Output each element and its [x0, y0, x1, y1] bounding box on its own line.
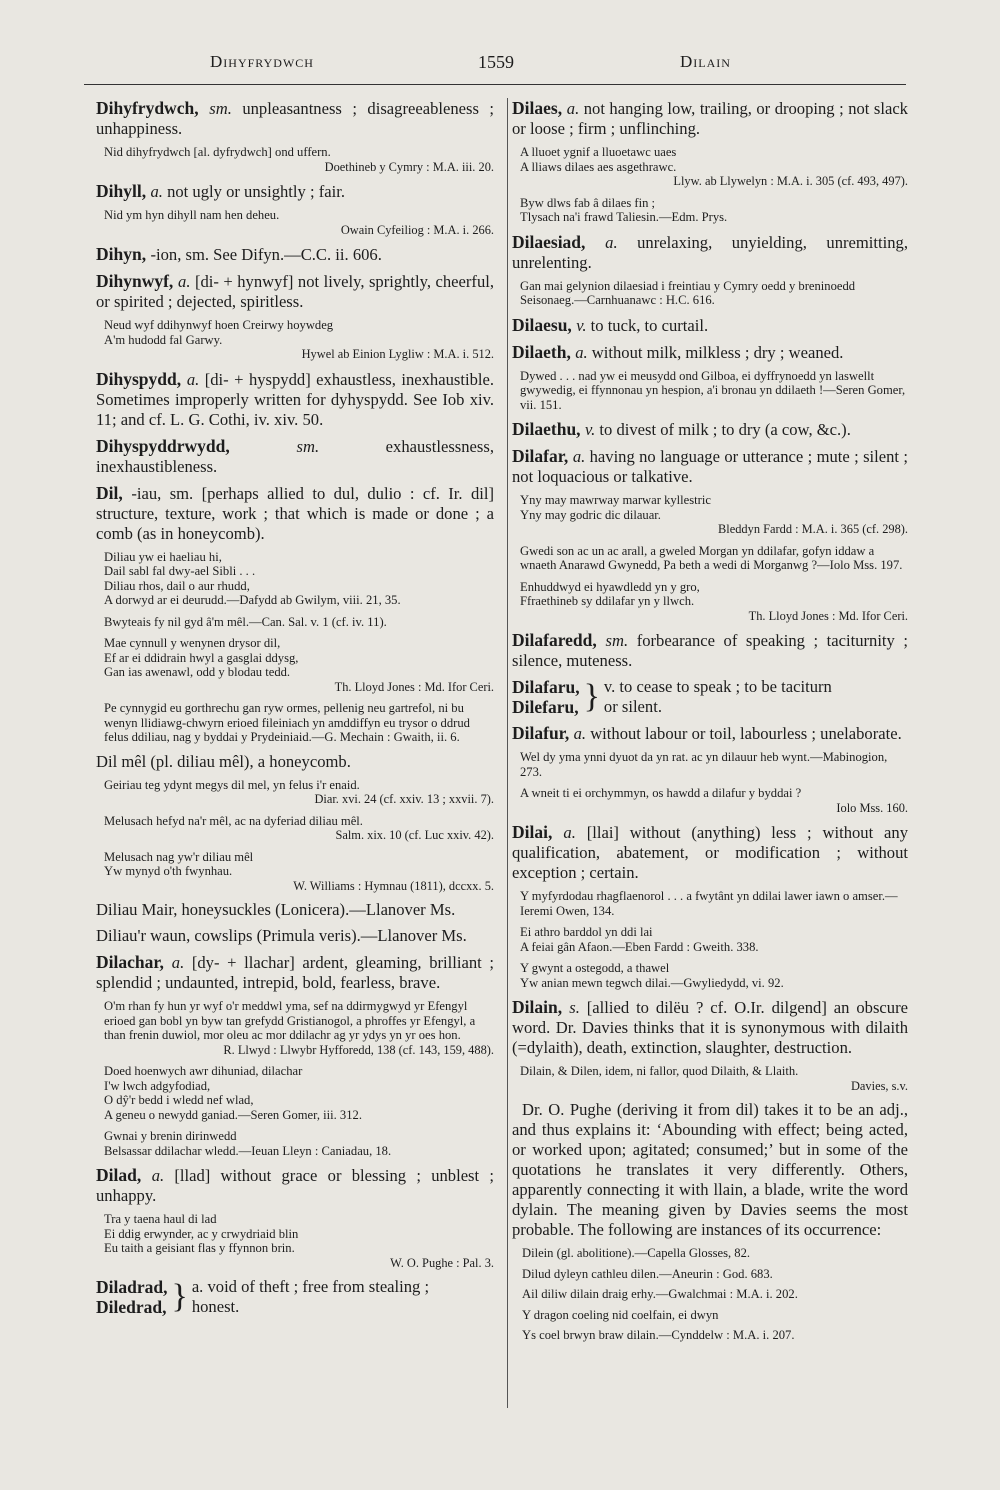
part-of-speech: a. — [563, 823, 576, 842]
quotation-line: Yny may mawrway marwar kyllestric — [520, 493, 711, 507]
quotation — [520, 196, 908, 225]
quotation-line: Dail sabl fal dwy-ael Sibli . . . — [104, 564, 256, 578]
part-of-speech: sm. — [605, 631, 629, 650]
running-header — [0, 52, 1000, 82]
dictionary-entry — [96, 181, 494, 202]
headword: Dil, — [96, 482, 132, 503]
definition-line: or silent. — [603, 697, 662, 716]
quotation — [520, 279, 908, 308]
quotation — [104, 318, 494, 362]
quotation-line: Eu taith a geisiant flas y ffynnon brin. — [104, 1241, 295, 1255]
quotation-source: Th. Lloyd Jones : Md. Ifor Ceri. — [748, 608, 908, 623]
quotation-source: Owain Cyfeiliog : M.A. i. 266. — [340, 222, 494, 237]
quotation-line: Gwnai y brenin dirinwedd — [104, 1129, 237, 1143]
definition: unpleasantness ; disagreeableness ; unhappiness. — [96, 99, 494, 138]
dictionary-entry — [96, 244, 494, 265]
dictionary-entry — [96, 1165, 494, 1206]
quotation-source: Hywel ab Einion Lygliw : M.A. i. 512. — [301, 347, 494, 361]
definition: to divest of milk ; to dry (a cow, &c.). — [595, 420, 851, 439]
quotation-line: A lluoet ygnif a lluoetawc uaes — [520, 145, 677, 159]
quotation-line: Byw dlws fab â dilaes fin ; — [520, 195, 656, 210]
dictionary-entry — [96, 483, 494, 544]
headword: Dilain, — [512, 997, 570, 1017]
headword: Dilefaru, — [512, 697, 579, 717]
quotation-line: Gan mai gelynion dilaesiad i freintiau y Cymry oedd y breninoedd Seisonaeg.—Carnhuanawc : H.C. 616. — [520, 278, 856, 307]
headword: Dihynwyf, — [96, 271, 179, 291]
headword: Dilafur, — [512, 723, 574, 743]
headword: Dihyspydd, — [96, 368, 187, 389]
quotation-line: Melusach hefyd na'r mêl, ac na dyferiad diliau mêl. — [104, 813, 363, 828]
dictionary-entry — [512, 723, 908, 744]
part-of-speech: a. — [575, 342, 588, 362]
header-right-word: Dilain — [680, 52, 731, 71]
paired-definition — [192, 1277, 429, 1317]
quotation-line: Pe cynnygid eu gorthrechu gan ryw ormes, pellenig neu gartrefol, ni bu wenyn llidiawg-chwyrn erioed fileiniach yn amddiffyn eu trysor o ddrud felus ddiliau, nag y byddai y Prydeiniaid.—G. Mechain : Gwaith, ii. 6. — [104, 701, 470, 744]
quotation — [104, 999, 494, 1057]
dictionary-entry — [96, 98, 494, 139]
right-column — [512, 98, 908, 1349]
quotation-source: Bleddyn Fardd : M.A. i. 365 (cf. 298). — [718, 522, 908, 536]
definition-line: honest. — [191, 1297, 240, 1316]
dictionary-entry — [96, 752, 494, 772]
definition: to tuck, to curtail. — [586, 315, 709, 335]
header-rule — [84, 84, 906, 85]
dictionary-entry — [96, 369, 494, 430]
quotation-line: Ei athro barddol yn ddi lai — [520, 925, 653, 939]
quotation-line: O dŷ'r bedd i wledd nef wlad, — [104, 1093, 254, 1107]
part-of-speech: a. — [151, 1166, 165, 1185]
quotation — [520, 145, 908, 189]
dictionary-entry — [512, 342, 908, 363]
dictionary-entry — [512, 98, 908, 139]
citation: Y dragon coeling nid coelfain, ei dwyn — [522, 1307, 719, 1322]
quotation-line: O'm rhan fy hun yr wyf o'r meddwl yma, sef na ddirmygwyd yr Efengyl erioed gan bobl yn byw tan grefydd Gristianogol, a phroffes yr Efengyl, a than frenin duwiol, mor oleu ac mor ddilachr ag yr ydys yn yr oes hon. — [104, 999, 476, 1042]
column-divider — [507, 98, 508, 1408]
definition: without labour or toil, labourless ; unelaborate. — [586, 724, 902, 743]
quotation-source: W. Williams : Hymnau (1811), dccxx. 5. — [293, 878, 494, 893]
definition: [llad] without grace or blessing ; unblest ; unhappy. — [96, 1166, 494, 1205]
part-of-speech: a. — [186, 369, 200, 389]
quotation — [104, 1064, 494, 1122]
part-of-speech: s. — [569, 998, 580, 1017]
definition: Diliau'r waun, cowslips (Primula veris).—Llanover Ms. — [96, 926, 467, 945]
brace: } — [171, 1278, 188, 1315]
part-of-speech: sm. — [209, 99, 232, 118]
quotation — [104, 850, 494, 894]
page-number: 1559 — [478, 52, 514, 72]
headword: Dilaes, — [512, 98, 567, 118]
quotation — [520, 889, 908, 918]
quotation — [104, 1129, 494, 1158]
headword: Dihyn, — [96, 244, 151, 264]
quotation — [104, 550, 494, 608]
quotation-line: Wel dy yma ynni dyuot da yn rat. ac yn dilauur heb wynt.—Mabinogion, 273. — [520, 750, 888, 779]
definition: having no language or utterance ; mute ; silent ; not loquacious or talkative. — [512, 447, 909, 486]
quotation — [104, 778, 494, 807]
quotation — [104, 701, 494, 745]
headword: Dilaeth, — [512, 341, 576, 362]
definition-line: v. to cease to speak ; to be taciturn — [603, 677, 832, 696]
headword: Dilad, — [96, 1165, 152, 1185]
dictionary-entry — [512, 630, 908, 671]
quotation-line: Belsassar ddilachar wledd.—Ieuan Lleyn : Caniadau, 18. — [104, 1143, 392, 1158]
part-of-speech: v. — [584, 420, 596, 439]
part-of-speech: a. — [572, 447, 586, 466]
headword: Dilafaredd, — [512, 630, 606, 650]
quotation — [104, 615, 494, 630]
definition: [allied to dilëu ? cf. O.Ir. dilgend] an obscure word. Dr. Davies thinks that it is synonymous with dilaith (=dylaith), death, extinction, slaughter, destruction. — [512, 998, 908, 1057]
part-of-speech: a. — [178, 272, 191, 291]
quotation-line: Tlysach na'i frawd Taliesin.—Edm. Prys. — [520, 210, 728, 224]
quotation — [104, 145, 494, 174]
quotation-line: Bwyteais fy nil gyd â'm mêl.—Can. Sal. v. 1 (cf. iv. 11). — [104, 614, 387, 629]
dictionary-entry — [512, 446, 908, 487]
quotation-line: Ei ddig erwynder, ac y crwydriaid blin — [104, 1226, 299, 1241]
quotation — [104, 814, 494, 843]
quotation-line: Nid dihyfrydwch [al. dyfrydwch] ond uffern. — [104, 145, 331, 159]
part-of-speech: v. — [576, 315, 587, 335]
quotation-line: Tra y taena haul di lad — [104, 1212, 217, 1226]
quotation-line: A dorwyd ar ei deurudd.—Dafydd ab Gwilym, viii. 21, 35. — [104, 593, 401, 607]
headword: Dilaethu, — [512, 419, 585, 439]
quotation-line: Diliau rhos, dail o aur rhudd, — [104, 578, 250, 593]
headword: Diladrad, — [96, 1277, 168, 1297]
definition: Diliau Mair, honeysuckles (Lonicera).—Llanover Ms. — [96, 900, 456, 919]
dictionary-entry — [512, 822, 908, 883]
paired-headword-entry — [96, 1277, 494, 1317]
definition: exhaustlessness, inexhaustibleness. — [96, 436, 494, 476]
quotation — [520, 925, 908, 954]
quotation-line: Ffraethineb sy ddilafar yn y llwch. — [520, 594, 695, 608]
quotation-source: Iolo Mss. 160. — [836, 800, 908, 815]
dictionary-entry — [512, 419, 908, 440]
dictionary-entry — [96, 952, 494, 993]
quotation — [104, 636, 494, 694]
part-of-speech: a. — [566, 99, 580, 118]
quotation-line: Diliau yw ei haeliau hi, — [104, 549, 222, 564]
quotation — [520, 493, 908, 537]
part-of-speech: a. — [171, 953, 185, 972]
headword: Dilai, — [512, 822, 564, 842]
citation: Dilud dyleyn cathleu dilen.—Aneurin : God. 683. — [522, 1266, 773, 1281]
definition: -iau, sm. [perhaps allied to dul, dulio : cf. Ir. dil] structure, texture, work ; that which is made or done ; a comb (as in honeycomb). — [96, 483, 494, 543]
quotation — [104, 208, 494, 237]
definition-line: a. void of theft ; free from stealing ; — [191, 1277, 430, 1296]
quotation-source: Salm. xix. 10 (cf. Luc xxiv. 42). — [335, 828, 494, 842]
dictionary-entry — [96, 926, 494, 946]
part-of-speech: a. — [605, 232, 618, 252]
quotation-line: Nid ym hyn dihyll nam hen deheu. — [104, 208, 280, 222]
quotation-line: A geneu o newydd ganiad.—Seren Gomer, iii. 312. — [104, 1107, 362, 1122]
dictionary-entry — [512, 232, 908, 273]
quotation-source: Th. Lloyd Jones : Md. Ifor Ceri. — [334, 679, 494, 694]
dictionary-entry — [96, 271, 494, 312]
definition: [llai] without (anything) less ; without any qualification, abatement, or modification ; without exception ; certain. — [512, 823, 908, 882]
quotation — [520, 1064, 908, 1093]
quotation-line: Melusach nag yw'r diliau mêl — [104, 849, 254, 864]
headword: Dilaesu, — [512, 314, 577, 335]
headword: Dilaesiad, — [512, 231, 606, 252]
paired-definition — [604, 677, 832, 717]
quotation — [520, 786, 908, 815]
quotation-line: Neud wyf ddihynwyf hoen Creirwy hoywdeg — [104, 318, 334, 332]
headword: Diledrad, — [96, 1297, 167, 1317]
quotation-source: Davies, s.v. — [850, 1078, 908, 1093]
part-of-speech: sm. — [296, 436, 320, 456]
paired-headwords — [96, 1277, 167, 1317]
quotation-line: Y gwynt a ostegodd, a thawel — [520, 961, 670, 975]
dictionary-entry — [96, 900, 494, 920]
quotation-line: A wneit ti ei orchymmyn, os hawdd a dilafur y byddai ? — [520, 786, 802, 800]
citation: Ys coel brwyn braw dilain.—Cynddelw : M.A. i. 207. — [522, 1328, 795, 1342]
quotation-line: Dywed . . . nad yw ei meusydd ond Gilboa, ei dyffrynoedd yn laswellt gwywedig, ei ffynnonau yn hespion, a'i bronau yn ddilaeth !—Seren Gomer, vii. 151. — [520, 368, 906, 412]
quotation — [520, 544, 908, 573]
definition: not hanging low, trailing, or drooping ; not slack or loose ; firm ; unflinching. — [512, 99, 908, 138]
definition: unrelaxing, unyielding, unremitting, unrelenting. — [512, 232, 908, 272]
definition: not ugly or unsightly ; fair. — [162, 182, 345, 201]
definition: without milk, milkless ; dry ; weaned. — [587, 342, 844, 362]
citation: Dilein (gl. abolitione).—Capella Glosses, 82. — [522, 1246, 751, 1260]
quotation-line: Yw mynyd o'th fwynhau. — [104, 864, 233, 878]
part-of-speech: a. — [573, 724, 587, 743]
dictionary-entry — [512, 997, 908, 1058]
citation: Ail diliw dilain draig erhy.—Gwalchmai : M.A. i. 202. — [522, 1287, 798, 1301]
quotation-line: Doed hoenwych awr dihuniad, dilachar — [104, 1064, 303, 1078]
paired-headword-entry — [512, 677, 908, 717]
quotation — [520, 750, 908, 779]
headword: Dihyfrydwch, — [96, 98, 210, 118]
quotation-source: Doethineb y Cymry : M.A. iii. 20. — [324, 159, 494, 174]
quotation-source: R. Llwyd : Llwybr Hyfforedd, 138 (cf. 143, 159, 488). — [223, 1042, 494, 1057]
header-left-word: Dihyfrydwch — [210, 52, 314, 71]
quotation-source: Diar. xvi. 24 (cf. xxiv. 13 ; xxvii. 7). — [314, 792, 494, 806]
quotation-line: Dilain, & Dilen, idem, ni fallor, quod Dilaith, & Llaith. — [520, 1064, 799, 1078]
quotation-source: W. O. Pughe : Pal. 3. — [390, 1255, 494, 1270]
quotation-line: A'm hudodd fal Garwy. — [104, 332, 223, 347]
definition: forbearance of speaking ; taciturnity ; silence, muteness. — [512, 631, 909, 670]
dictionary-entry — [96, 436, 494, 477]
quotation-line: Gan ias awenawl, odd y blodau tedd. — [104, 665, 291, 679]
part-of-speech: a. — [150, 182, 163, 201]
definition: [di- + hyspydd] exhaustless, inexhaustible. Sometimes improperly written for dyhyspydd. See Iob xiv. 11; and cf. L. G. Cothi, iv. xiv. 50. — [96, 369, 494, 429]
quotation — [520, 580, 908, 624]
quotation-line: Enhuddwyd ei hyawdledd yn y gro, — [520, 579, 700, 594]
headword: Dihyspyddrwydd, — [96, 435, 297, 456]
quotation-line: Mae cynnull y wenynen drysor dil, — [104, 636, 281, 650]
brace: } — [583, 678, 600, 715]
commentary-paragraph: Dr. O. Pughe (deriving it from dil) takes it to be an adj., and thus explains it: ‘Abounding with effect; being acted, or worked upon; agitated; consumed;’ but in some of the quotations he translates it very differently. Others, apparently connecting it with llain, a blade, write the word dylain. The meaning given by Davies seems the most probable. The following are instances of its occurrence: — [512, 1100, 908, 1239]
headword: Dilafar, — [512, 446, 573, 466]
definition: Dil mêl (pl. diliau mêl), a honeycomb. — [96, 751, 351, 771]
paired-headwords — [512, 677, 580, 717]
quotation — [104, 1212, 494, 1270]
quotation-line: Yny may godric dic dilauar. — [520, 507, 661, 522]
headword: Dilachar, — [96, 952, 172, 972]
quotation-source: Llyw. ab Llywelyn : M.A. i. 305 (cf. 493, 497). — [673, 174, 908, 188]
quotation-line: Y myfyrdodau rhagflaenorol . . . a fwytânt yn ddilai lawer iawn o amser.—Ieremi Owen, 134. — [520, 889, 898, 918]
definition: [dy- + llachar] ardent, gleaming, brilliant ; splendid ; undaunted, intrepid, bold, fearless, brave. — [96, 953, 494, 992]
quotation-line: A lliaws dilaes aes asgethrawc. — [520, 159, 677, 174]
quotation — [520, 961, 908, 990]
definition: -ion, sm. See Difyn.—C.C. ii. 606. — [150, 245, 382, 264]
quotation — [520, 369, 908, 413]
quotation-line: A feiai gân Afaon.—Eben Fardd : Gweith. 338. — [520, 939, 759, 954]
quotation-line: Ef ar ei ddidrain hwyl a gasglai ddysg, — [104, 650, 299, 665]
left-column — [96, 98, 494, 1323]
headword: Dihyll, — [96, 181, 151, 201]
headword: Dilafaru, — [512, 677, 580, 697]
quotation-line: I'w lwch adgyfodiad, — [104, 1078, 211, 1093]
definition: [di- + hynwyf] not lively, sprightly, cheerful, or spirited ; dejected, spiritless. — [96, 272, 494, 311]
quotation-line: Gwedi son ac un ac arall, a gweled Morgan yn ddilafar, gofyn iddaw a wnaeth Anarawd Gwynedd, Pa beth a wedi di Morganwg ?—Iolo Mss. 197. — [520, 543, 903, 572]
quotation-line: Yw anian mewn tegwch dilai.—Gwyliedydd, vi. 92. — [520, 975, 784, 990]
dictionary-entry — [512, 315, 908, 336]
quotation-line: Geiriau teg ydynt megys dil mel, yn felus i'r enaid. — [104, 777, 360, 792]
